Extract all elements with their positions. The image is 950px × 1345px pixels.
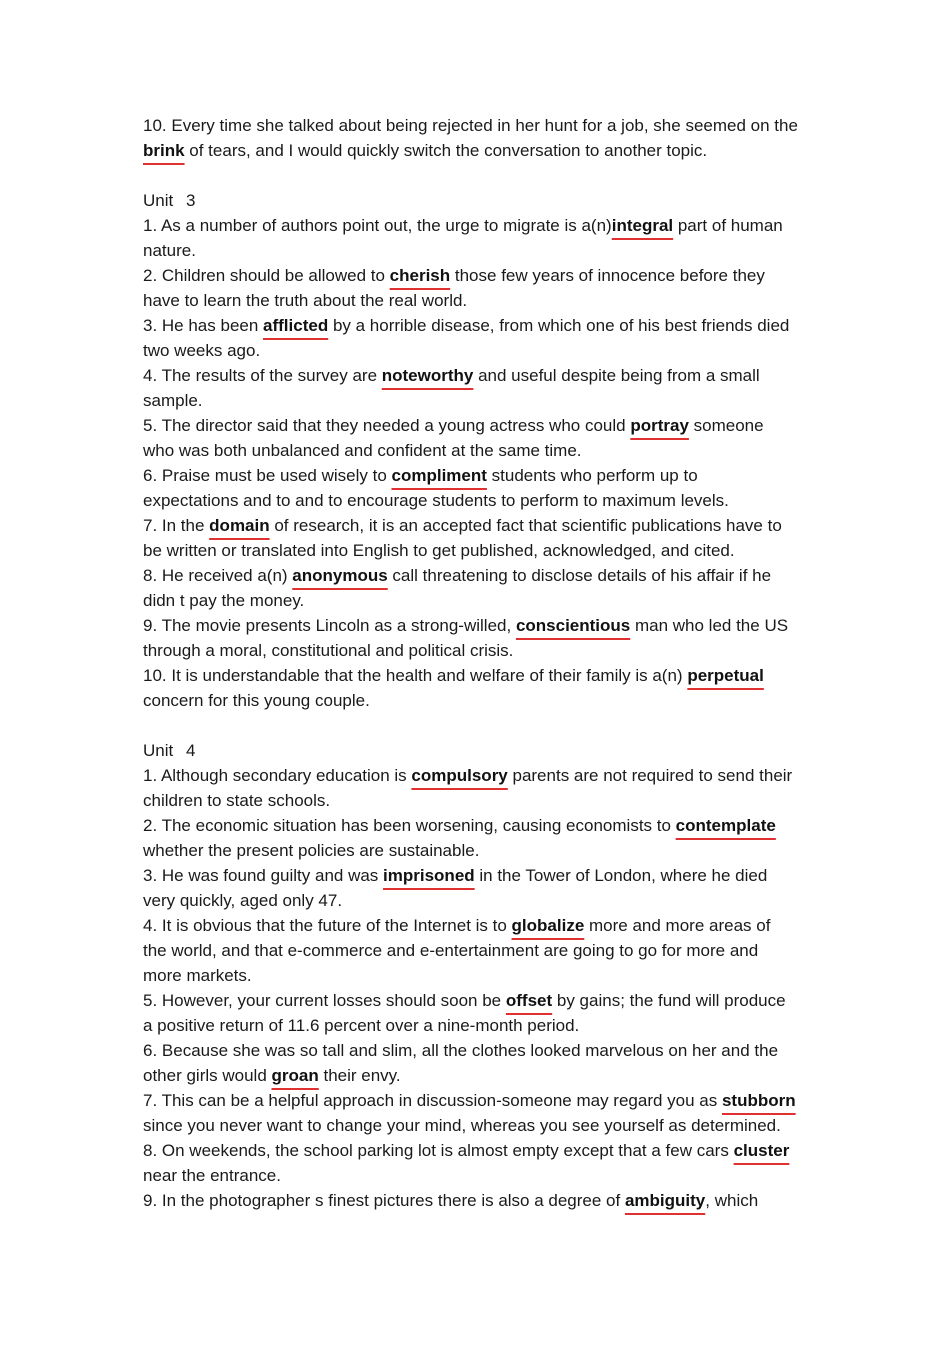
sentence-text: 5. However, your current losses should soon be <box>143 991 506 1010</box>
answer-word: brink <box>143 141 185 160</box>
sentence-text: 8. On weekends, the school parking lot is almost empty except that a few cars <box>143 1141 734 1160</box>
text-line <box>143 538 835 563</box>
sentence-text: 9. The movie presents Lincoln as a strong-willed, <box>143 616 516 635</box>
blank-line <box>143 163 835 188</box>
unit-heading <box>143 738 835 763</box>
answer-word: conscientious <box>515 616 631 635</box>
sentence-text: of research, it is an accepted fact that scientific publications have to <box>269 516 782 535</box>
answer-word: globalize <box>511 916 585 935</box>
sentence-text: two weeks ago. <box>143 341 261 360</box>
sentence-text: in the Tower of London, where he died <box>474 866 768 885</box>
sentence-text: whether the present policies are sustainable. <box>143 841 480 860</box>
answer-word: anonymous <box>292 566 388 585</box>
text-line <box>143 513 835 538</box>
sentence-text: call threatening to disclose details of his affair if he <box>387 566 772 585</box>
answer-word: compulsory <box>411 766 508 785</box>
text-line <box>143 663 835 688</box>
text-line <box>143 338 835 363</box>
sentence-text: parents are not required to send their <box>507 766 793 785</box>
sentence-text: students who perform up to <box>486 466 698 485</box>
sentence-text: 3. He was found guilty and was <box>143 866 384 885</box>
sentence-text: 3. He has been <box>143 316 264 335</box>
answer-word: portray <box>630 416 689 435</box>
sentence-text: 6. Because she was so tall and slim, all the clothes looked marvelous on her and the <box>143 1041 779 1060</box>
sentence-text: someone <box>688 416 764 435</box>
sentence-text: 4. It is obvious that the future of the Internet is to <box>143 916 512 935</box>
sentence-text: Unit 3 <box>143 191 196 210</box>
text-line <box>143 288 835 313</box>
sentence-text: those few years of innocence before they <box>450 266 765 285</box>
sentence-text: 5. The director said that they needed a young actress who could <box>143 416 631 435</box>
text-line <box>143 313 835 338</box>
answer-word: integral <box>611 216 674 235</box>
sentence-text: 8. He received a(n) <box>143 566 293 585</box>
sentence-text: by a horrible disease, from which one of his best friends died <box>328 316 790 335</box>
answer-word: imprisoned <box>383 866 475 885</box>
text-line <box>143 863 835 888</box>
sentence-text: 10. Every time she talked about being rejected in her hunt for a job, she seemed on the <box>143 116 798 135</box>
sentence-text: 2. The economic situation has been worsening, causing economists to <box>143 816 676 835</box>
sentence-text: by gains; the fund will produce <box>552 991 786 1010</box>
answer-word: stubborn <box>721 1091 796 1110</box>
sentence-text: man who led the US <box>630 616 789 635</box>
sentence-text: other girls would <box>143 1066 272 1085</box>
blank-line <box>143 713 835 738</box>
text-line <box>143 588 835 613</box>
sentence-text: , which <box>705 1191 759 1210</box>
text-line <box>143 963 835 988</box>
text-line <box>143 1113 835 1138</box>
answer-word: afflicted <box>263 316 329 335</box>
sentence-text: of tears, and I would quickly switch the conversation to another topic. <box>184 141 708 160</box>
text-line <box>143 688 835 713</box>
answer-word: offset <box>505 991 553 1010</box>
answer-word: domain <box>209 516 270 535</box>
answer-word: perpetual <box>687 666 764 685</box>
sentence-text: expectations and to and to encourage students to perform to maximum levels. <box>143 491 729 510</box>
document-page <box>143 113 835 1213</box>
text-line <box>143 413 835 438</box>
sentence-text: a positive return of 11.6 percent over a nine-month period. <box>143 1016 580 1035</box>
sentence-text: part of human <box>673 216 783 235</box>
answer-word: cluster <box>733 1141 790 1160</box>
sentence-text: 7. This can be a helpful approach in discussion-someone may regard you as <box>143 1091 722 1110</box>
sentence-text: 7. In the <box>143 516 210 535</box>
answer-word: cherish <box>389 266 451 285</box>
text-line <box>143 488 835 513</box>
sentence-text: nature. <box>143 241 196 260</box>
sentence-text: and useful despite being from a small <box>473 366 760 385</box>
text-line <box>143 888 835 913</box>
text-line <box>143 1063 835 1088</box>
text-line <box>143 1163 835 1188</box>
sentence-text: very quickly, aged only 47. <box>143 891 343 910</box>
sentence-text: more and more areas of <box>584 916 771 935</box>
sentence-text: 10. It is understandable that the health and welfare of their family is a(n) <box>143 666 688 685</box>
text-line <box>143 1138 835 1163</box>
sentence-text: didn t pay the money. <box>143 591 305 610</box>
answer-word: ambiguity <box>624 1191 706 1210</box>
text-line <box>143 363 835 388</box>
text-line <box>143 438 835 463</box>
sentence-text: have to learn the truth about the real world. <box>143 291 468 310</box>
answer-word: contemplate <box>675 816 776 835</box>
sentence-text: near the entrance. <box>143 1166 281 1185</box>
text-line <box>143 1188 835 1213</box>
text-line <box>143 913 835 938</box>
sentence-text: 2. Children should be allowed to <box>143 266 390 285</box>
answer-word: groan <box>271 1066 319 1085</box>
text-line <box>143 613 835 638</box>
text-line <box>143 788 835 813</box>
sentence-text: who was both unbalanced and confident at the same time. <box>143 441 582 460</box>
sentence-text: children to state schools. <box>143 791 331 810</box>
text-line <box>143 263 835 288</box>
sentence-text: sample. <box>143 391 203 410</box>
answer-word: noteworthy <box>381 366 474 385</box>
text-line <box>143 1088 835 1113</box>
text-line <box>143 763 835 788</box>
sentence-text: Unit 4 <box>143 741 196 760</box>
sentence-text: be written or translated into English to get published, acknowledged, and cited. <box>143 541 735 560</box>
unit-heading <box>143 188 835 213</box>
text-line <box>143 988 835 1013</box>
sentence-text: their envy. <box>318 1066 401 1085</box>
sentence-text: the world, and that e-commerce and e-entertainment are going to go for more and <box>143 941 759 960</box>
text-line <box>143 113 835 138</box>
sentence-text: 4. The results of the survey are <box>143 366 382 385</box>
sentence-text: 9. In the photographer s finest pictures there is also a degree of <box>143 1191 625 1210</box>
sentence-text: 1. As a number of authors point out, the urge to migrate is a(n) <box>143 216 612 235</box>
text-line <box>143 213 835 238</box>
text-line <box>143 638 835 663</box>
sentence-text: since you never want to change your mind, whereas you see yourself as determined. <box>143 1116 781 1135</box>
text-line <box>143 563 835 588</box>
sentence-text: more markets. <box>143 966 252 985</box>
text-line <box>143 938 835 963</box>
text-line <box>143 463 835 488</box>
text-line <box>143 238 835 263</box>
text-line <box>143 388 835 413</box>
sentence-text: 1. Although secondary education is <box>143 766 412 785</box>
answer-word: compliment <box>391 466 487 485</box>
text-line <box>143 838 835 863</box>
sentence-text: through a moral, constitutional and political crisis. <box>143 641 514 660</box>
sentence-text: concern for this young couple. <box>143 691 370 710</box>
text-line <box>143 138 835 163</box>
text-line <box>143 1038 835 1063</box>
text-line <box>143 813 835 838</box>
sentence-text: 6. Praise must be used wisely to <box>143 466 392 485</box>
text-line <box>143 1013 835 1038</box>
